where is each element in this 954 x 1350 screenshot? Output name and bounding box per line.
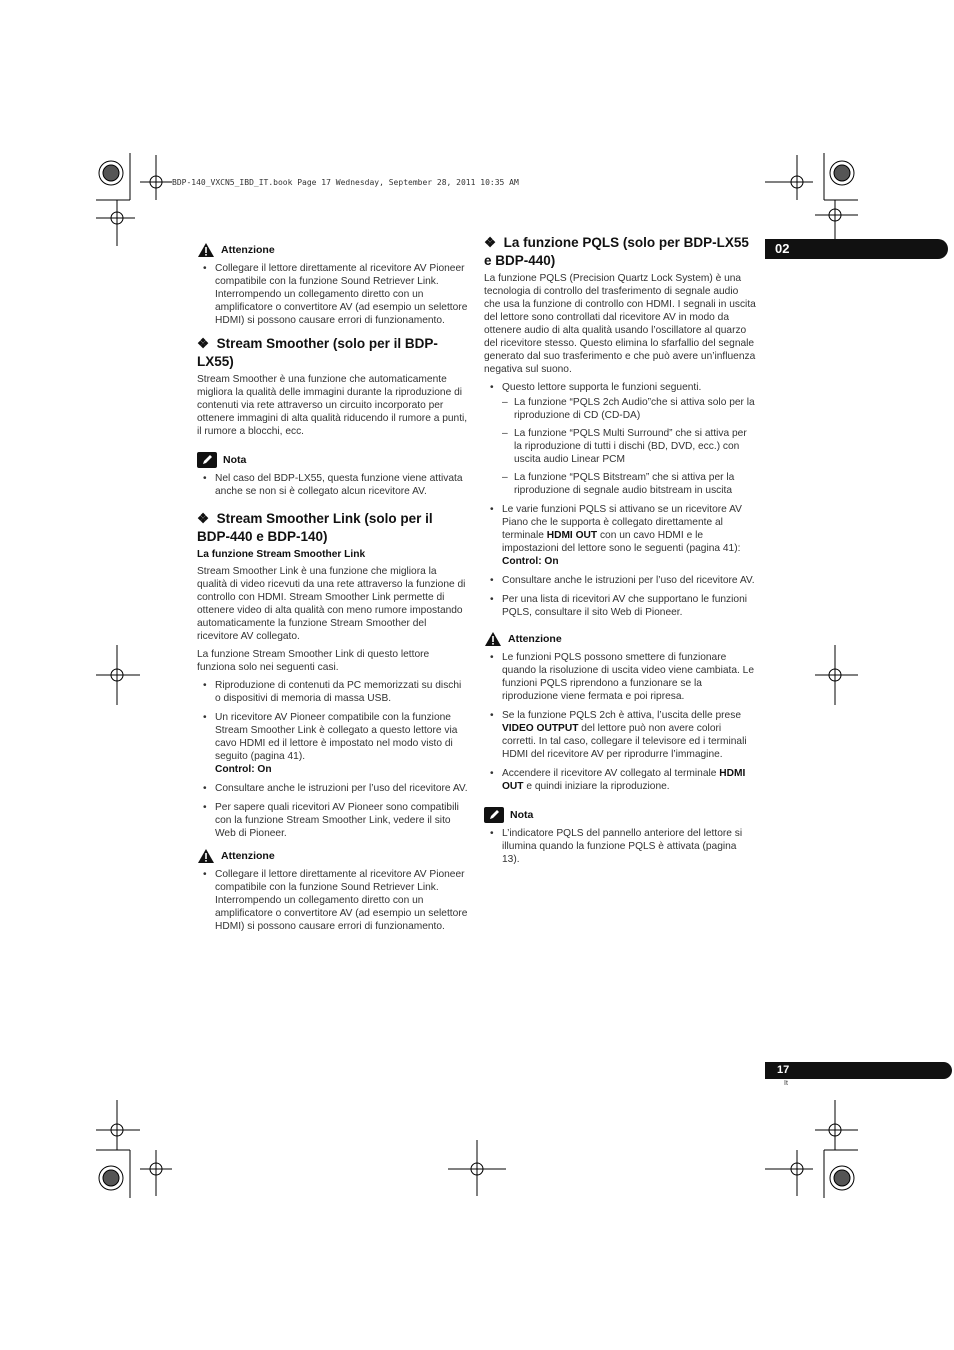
right-column <box>484 234 756 872</box>
paragraph: La funzione PQLS (Precision Quartz Lock System) è una tecnologia di controllo del trasferimento di segnale audio che usa la funzione di controllo con HDMI. I segnali in uscita del lettore sono controllati dal ricevitore AV in modo da ottenere audio di alta qualità usando l’oscillatore al quarzo del ricevitore stesso. Questo elimina lo sfarfallio del segnale generato dal suo trasferimento e che può avere un’influenza negativa sul suono. <box>484 273 756 375</box>
subsection-heading: La funzione Stream Smoother Link <box>197 549 366 560</box>
warning-heading: Attenzione <box>197 848 469 864</box>
sub-list-item: – La funzione “PQLS Multi Surround” che si attiva per la riproduzione di tutti i dischi (BD, DVD, ecc.) con uscita audio Linear PCM <box>502 427 756 466</box>
section-heading: ❖ Stream Smoother (solo per il BDP-LX55) <box>197 336 438 369</box>
warning-icon <box>197 848 215 864</box>
list-item: • Collegare il lettore direttamente al ricevitore AV Pioneer compatibile con la funzione Sound Retriever Link. Interrompendo un collegamento diretto con un amplificatore o convertitore AV (ad esempio un selettore HDMI) si possono causare errori di funzionamento. <box>197 262 469 327</box>
list-item: • Nel caso del BDP-LX55, questa funzione viene attivata anche se non si è collegato alcun ricevitore AV. <box>197 472 469 498</box>
left-column <box>197 242 469 939</box>
section-heading: ❖ La funzione PQLS (solo per BDP-LX55 e BDP-440) <box>484 235 749 268</box>
list-item: • Consultare anche le istruzioni per l’uso del ricevitore AV. <box>484 574 756 587</box>
list-item: • Per una lista di ricevitori AV che supportano le funzioni PQLS, consultare il sito Web di Pioneer. <box>484 593 756 619</box>
warning-icon <box>197 242 215 258</box>
paragraph: Stream Smoother Link è una funzione che migliora la qualità di video ricevuti da una rete attraverso la funzione di controllo con HDMI. Stream Smoother Link permette di ottenere video di alta qualità con meno rumore impostando automaticamente la funzione Stream Smoother del ricevitore AV collegato. <box>197 566 466 642</box>
sub-list <box>502 396 756 497</box>
list-item: • L’indicatore PQLS del pannello anteriore del lettore si illumina quando la funzione PQLS è attivata (pagina 13). <box>484 827 756 866</box>
note-pencil-icon <box>484 807 504 823</box>
paragraph: Stream Smoother è una funzione che automaticamente migliora la qualità delle immagini durante la riproduzione di contenuti via rete attraverso un circuito incorporato per ottenere immagini di alta qualità riducendo il rumore a punti, il rumore a blocchi, ecc. <box>197 374 468 437</box>
warning-heading: Attenzione <box>484 631 756 647</box>
list-item: • Riproduzione di contenuti da PC memorizzati su dischi o dispositivi di memoria di massa USB. <box>197 679 469 705</box>
note-pencil-icon <box>197 452 217 468</box>
list-item: • Accendere il ricevitore AV collegato al terminale HDMI OUT e quindi iniziare la riproduzione. <box>484 767 756 793</box>
note-heading: Nota <box>484 807 756 823</box>
sub-list-item: – La funzione “PQLS 2ch Audio”che si attiva solo per la riproduzione di CD (CD-DA) <box>502 396 756 422</box>
page-language: It <box>784 1080 788 1087</box>
list-item: • Se la funzione PQLS 2ch è attiva, l’uscita delle prese VIDEO OUTPUT del lettore può non avere colori corretti. In tal caso, collegare il televisore ed i terminali HDMI del ricevitore AV per riprodurre l’immagine. <box>484 709 756 761</box>
section-heading: ❖ Stream Smoother Link (solo per il BDP-440 e BDP-140) <box>197 511 433 544</box>
list-item: • Collegare il lettore direttamente al ricevitore AV Pioneer compatibile con la funzione Sound Retriever Link. Interrompendo un collegamento diretto con un amplificatore o convertitore AV (ad esempio un selettore HDMI) si possono causare errori di funzionamento. <box>197 868 469 933</box>
list-item: • Un ricevitore AV Pioneer compatibile con la funzione Stream Smoother Link è collegato a questo lettore via cavo HDMI ed il lettore è impostato nel modo visto di seguito (pagina 41). Control: On <box>197 711 469 776</box>
book-header-line: BDP-140_VXCN5_IBD_IT.book Page 17 Wednesday, September 28, 2011 10:35 AM <box>172 178 519 187</box>
pqls-list <box>484 381 756 619</box>
list-item: • Per sapere quali ricevitori AV Pioneer sono compatibili con la funzione Stream Smoother Link, vedere il sito Web di Pioneer. <box>197 801 469 840</box>
list-item: • Le funzioni PQLS possono smettere di funzionare quando la risoluzione di uscita video viene cambiata. Le funzioni PQLS riprendono a funzionare se la riproduzione viene fermata e poi ripresa. <box>484 651 756 703</box>
note-heading: Nota <box>197 452 469 468</box>
warning-icon <box>484 631 502 647</box>
warning-heading: Attenzione <box>197 242 469 258</box>
warning-list <box>484 651 756 793</box>
warning-list <box>197 262 469 327</box>
chapter-tab: 02 <box>765 239 948 259</box>
list-item: • Consultare anche le istruzioni per l’uso del ricevitore AV. <box>197 782 469 795</box>
list-item: • Le varie funzioni PQLS si attivano se un ricevitore AV Piano che le supporta è collegato direttamente al terminale HDMI OUT con un cavo HDMI e le impostazioni del lettore sono le seguenti (pagina 41): Control: On <box>484 503 756 568</box>
warning-list <box>197 868 469 933</box>
list-item: • Questo lettore supporta le funzioni seguenti. – La funzione “PQLS 2ch Audio”che si attiva solo per la riproduzione di CD (CD-DA) – La funzione “PQLS Multi Surround” che si attiva per la riproduzione di tutti i dischi (BD, DVD, ecc.) con uscita audio Linear PCM – La funzione “PQLS Bitstream” che si attiva per la riproduzione di segnale audio bitstream in uscita <box>484 381 756 497</box>
sub-list-item: – La funzione “PQLS Bitstream” che si attiva per la riproduzione di segnale audio bitstream in uscita <box>502 471 756 497</box>
note-list <box>484 827 756 866</box>
cases-list <box>197 679 469 840</box>
page-number: 17 <box>765 1062 952 1079</box>
note-list <box>197 472 469 498</box>
paragraph: La funzione Stream Smoother Link di questo lettore funziona solo nei seguenti casi. <box>197 649 430 673</box>
